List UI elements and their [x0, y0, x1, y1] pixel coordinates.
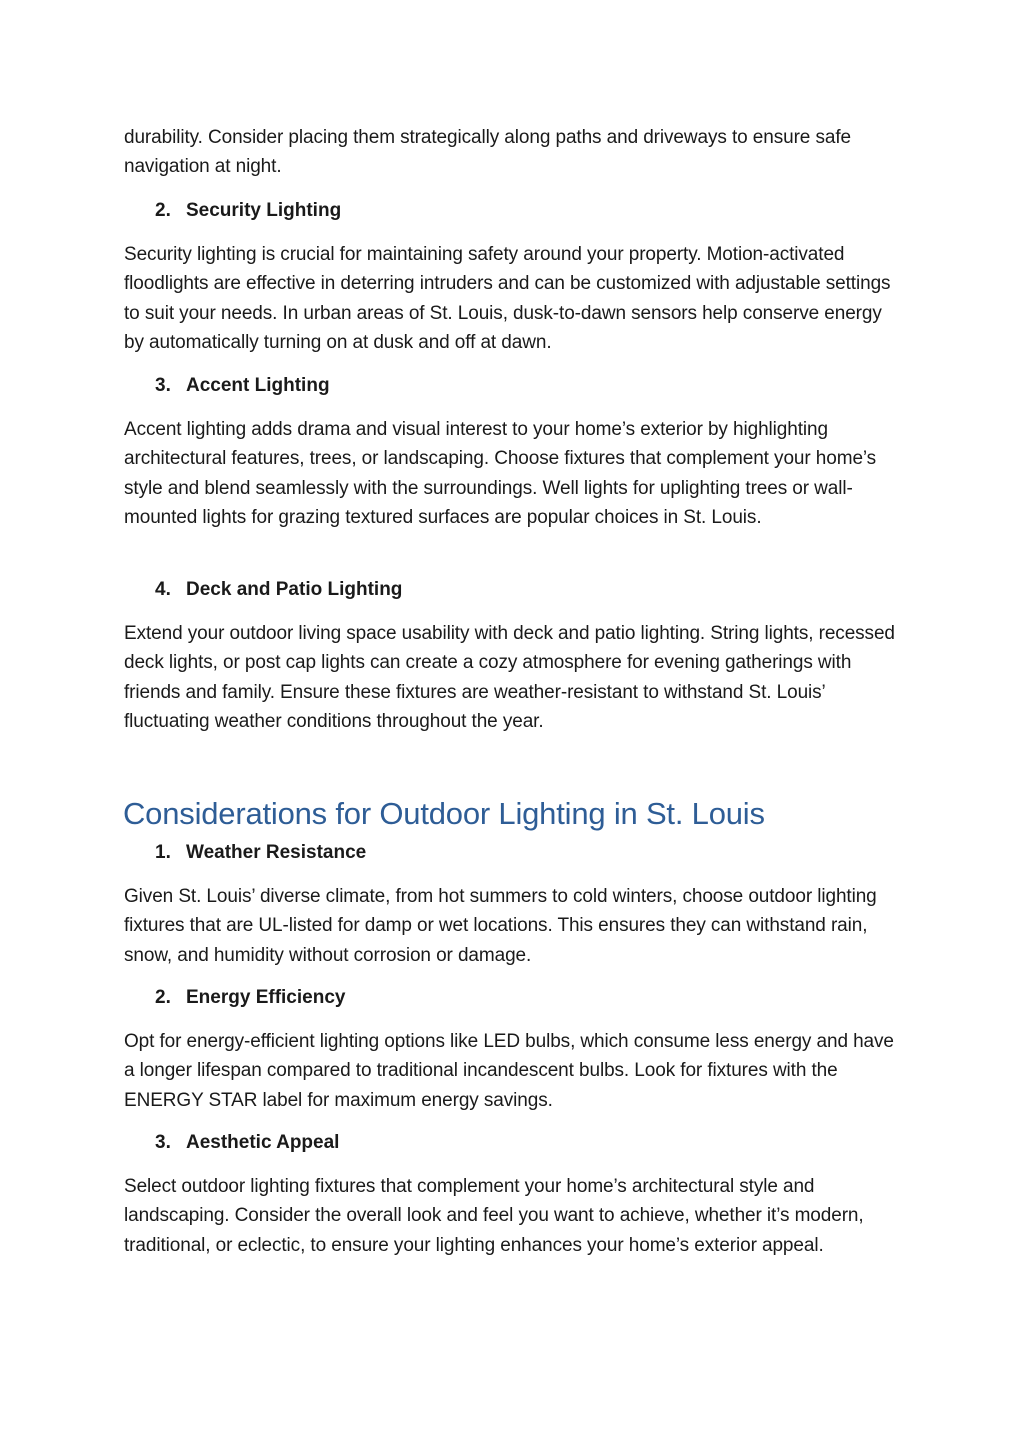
list-item-heading — [155, 374, 330, 398]
list-item-heading — [155, 1131, 339, 1155]
list-item-number: 2. — [155, 200, 171, 221]
list-item-paragraph: Select outdoor lighting fixtures that complement your home’s architectural style and landscaping. Consider the overall look and feel you want to achieve, whether it’s modern, traditional, or eclectic, to ensure your lighting enhances your home’s exterior appeal. — [124, 1176, 864, 1256]
list-item-paragraph: Security lighting is crucial for maintaining safety around your property. Motion-activated floodlights are effective in deterring intruders and can be customized with adjustable settings to suit your needs. In urban areas of St. Louis, dusk-to-dawn sensors help conserve energy by automatically turning on at dusk and off at dawn. — [124, 244, 891, 354]
list-item-title: Energy Efficiency — [186, 987, 346, 1008]
list-item-number: 3. — [155, 375, 171, 396]
list-item-number: 3. — [155, 1132, 171, 1153]
section-heading: Considerations for Outdoor Lighting in St. Louis — [123, 796, 765, 831]
list-item-number: 1. — [155, 842, 171, 863]
list-item-title: Aesthetic Appeal — [186, 1132, 340, 1153]
list-item-heading — [155, 199, 341, 223]
list-item-heading — [155, 578, 402, 602]
list-item-paragraph: Opt for energy-efficient lighting options like LED bulbs, which consume less energy and have a longer lifespan compared to traditional incandescent bulbs. Look for fixtures with the ENERGY STAR label for maximum energy savings. — [124, 1031, 894, 1111]
list-item-paragraph: Accent lighting adds drama and visual interest to your home’s exterior by highlighting architectural features, trees, or landscaping. Choose fixtures that complement your home’s style and blend seamlessly with the surroundings. Well lights for uplighting trees or wall-mounted lights for grazing textured surfaces are popular choices in St. Louis. — [124, 419, 877, 529]
list-item-number: 4. — [155, 579, 171, 600]
list-item-title: Security Lighting — [186, 200, 342, 221]
list-item-heading — [155, 986, 345, 1010]
intro-paragraph: durability. Consider placing them strategically along paths and driveways to ensure safe navigation at night. — [124, 127, 851, 178]
list-item-paragraph: Given St. Louis’ diverse climate, from hot summers to cold winters, choose outdoor lighting fixtures that are UL-listed for damp or wet locations. This ensures they can withstand rain, snow, and humidity without corrosion or damage. — [124, 886, 877, 966]
list-item-title: Deck and Patio Lighting — [186, 579, 403, 600]
list-item-number: 2. — [155, 987, 171, 1008]
list-item-title: Accent Lighting — [186, 375, 330, 396]
list-item-paragraph: Extend your outdoor living space usability with deck and patio lighting. String lights, recessed deck lights, or post cap lights can create a cozy atmosphere for evening gatherings with friends and family. Ensure these fixtures are weather-resistant to withstand St. Louis’ fluctuating weather conditions throughout the year. — [124, 623, 895, 733]
list-item-heading — [155, 841, 366, 865]
list-item-title: Weather Resistance — [186, 842, 367, 863]
